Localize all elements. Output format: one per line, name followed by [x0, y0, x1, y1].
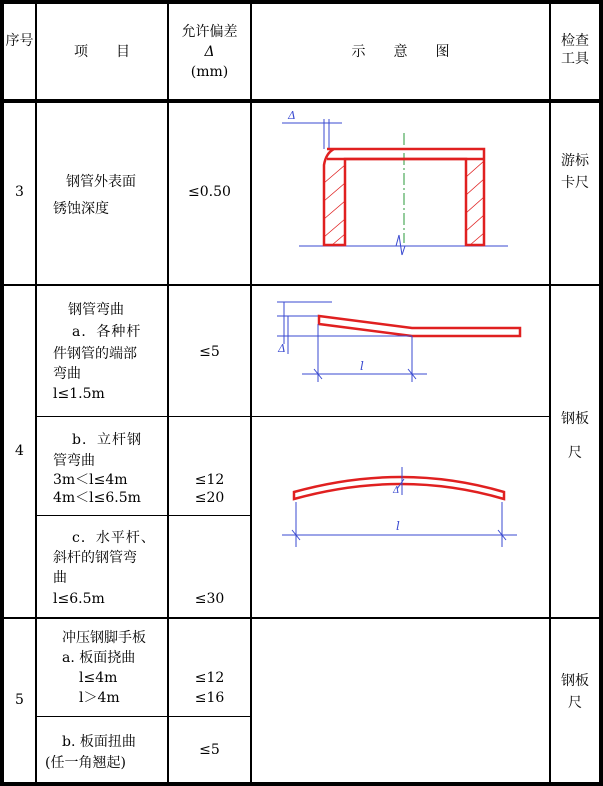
rule-row4-bottom	[0, 617, 603, 619]
row4b-item-line1: b．立杆钢	[72, 432, 142, 448]
row4a-item-line4: 弯曲	[53, 366, 81, 382]
row4c-item-line3: 曲	[53, 570, 67, 586]
rule-4b-bottom	[35, 515, 251, 516]
row4b-tol-1: ≤12	[194, 472, 225, 488]
row4-tool: 钢板尺	[561, 411, 589, 461]
row5a-item-line1: 冲压钢脚手板	[62, 630, 146, 646]
row4a-delta-label: Δ	[278, 342, 286, 355]
col-rule-4	[549, 0, 551, 786]
row4c-item-line1: c．水平杆、	[72, 530, 156, 546]
row4-no: 4	[15, 443, 24, 459]
row4a-length-label: l	[360, 359, 364, 373]
row4a-item-line2: a．各种杆	[72, 324, 142, 340]
header-tol-line1: 允许偏差	[181, 24, 238, 40]
header-tol-line2: Δ	[204, 44, 215, 60]
header-tol-line3: (mm)	[190, 64, 229, 80]
row5a-item-line2: a. 板面挠曲	[62, 650, 136, 666]
row5b-tol: ≤5	[199, 742, 220, 758]
row4c-item-line2: 斜杆的钢管弯	[53, 550, 137, 566]
row5a-item-line3: l≤4m	[79, 670, 118, 686]
row3-delta-label: Δ	[288, 109, 296, 122]
row4b-delta-label: Δ	[393, 486, 400, 496]
col-rule-1	[35, 0, 37, 786]
row4b-length-label: l	[396, 519, 400, 533]
row4-mid-bend-diagram	[252, 417, 549, 617]
row5-no: 5	[15, 692, 24, 708]
row4b-tol-2: ≤20	[194, 490, 225, 506]
row4a-end-bend-diagram	[252, 286, 549, 416]
row4a-item-line1: 钢管弯曲	[68, 302, 124, 318]
border-bottom	[0, 782, 603, 786]
row4c-tol: ≤30	[194, 591, 225, 607]
border-left	[0, 0, 4, 786]
row3-tool: 游标卡尺	[561, 153, 589, 191]
row5b-item-line1: b. 板面扭曲	[62, 734, 136, 750]
border-top	[0, 0, 603, 4]
row5-tool: 钢板尺	[561, 673, 589, 711]
row4a-tol: ≤5	[199, 344, 220, 360]
row3-pipe-corrosion-diagram	[252, 103, 549, 284]
row4a-item-line3: 件钢管的端部	[53, 346, 137, 362]
header-tool: 检查工具	[561, 33, 589, 67]
row3-item-line2: 锈蚀深度	[53, 201, 109, 217]
row4a-item-line5: l≤1.5m	[53, 386, 105, 402]
row3-no: 3	[15, 184, 24, 200]
row3-item-line1: 钢管外表面	[66, 174, 136, 190]
border-right	[599, 0, 603, 786]
header-diagram: 示 意 图	[351, 44, 450, 60]
row4b-item-line3: 3m＜l≤4m	[53, 472, 128, 488]
row3-tol: ≤0.50	[188, 184, 231, 200]
row4b-item-line2: 管弯曲	[53, 453, 95, 469]
header-item: 项 目	[74, 44, 130, 60]
rule-5a-bottom	[35, 716, 251, 717]
row4b-item-line4: 4m＜l≤6.5m	[53, 490, 141, 506]
header-no: 序号	[5, 33, 34, 49]
row5b-item-line2: (任一角翘起)	[45, 755, 126, 771]
row5a-tol-1: ≤12	[194, 670, 225, 686]
row5a-item-line4: l＞4m	[79, 690, 120, 706]
row4c-item-line4: l≤6.5m	[53, 591, 105, 607]
row5a-tol-2: ≤16	[194, 690, 225, 706]
